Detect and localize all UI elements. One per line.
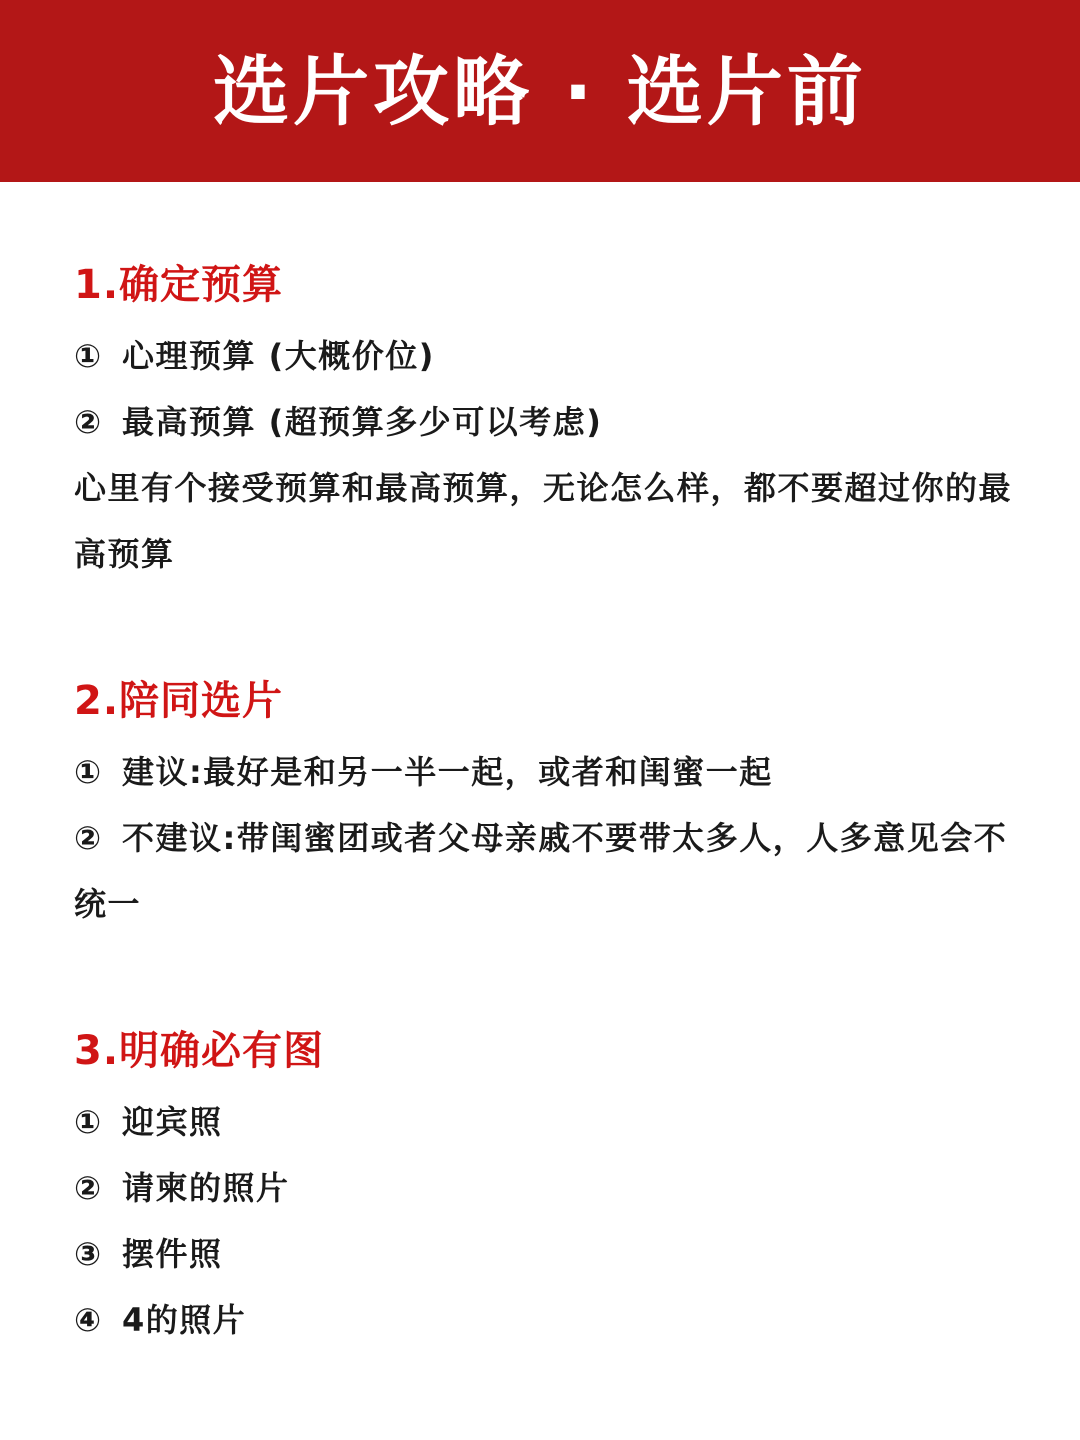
section-title: 2.陪同选片 (74, 678, 284, 724)
item-text: 迎宾照 (122, 1103, 223, 1141)
list-item (74, 1089, 1014, 1155)
section-title: 1.确定预算 (74, 262, 284, 308)
item-text: 建议:最好是和另一半一起，或者和闺蜜一起 (122, 753, 773, 791)
section-budget (74, 255, 1014, 587)
item-text: 心理预算 (大概价位) (122, 337, 435, 375)
list-item (74, 389, 1014, 455)
item-text: 4的照片 (122, 1301, 247, 1339)
list-item (74, 805, 1014, 937)
list-item (74, 1221, 1014, 1287)
section-title: 3.明确必有图 (74, 1028, 325, 1074)
list-item (74, 739, 1014, 805)
page-title: 选片攻略 · 选片前 (213, 47, 867, 136)
item-number: ④ (74, 1301, 103, 1339)
item-text: 不建议:带闺蜜团或者父母亲戚不要带太多人，人多意见会不统一 (74, 819, 1008, 923)
section-required-photos (74, 1021, 1014, 1353)
item-number: ② (74, 819, 103, 857)
list-item (74, 1155, 1014, 1221)
content-area (74, 255, 1014, 1353)
item-number: ② (74, 403, 103, 441)
section-companion (74, 671, 1014, 937)
paragraph-text: 心里有个接受预算和最高预算，无论怎么样，都不要超过你的最高预算 (74, 469, 1013, 573)
header-banner (0, 0, 1080, 182)
item-text: 请柬的照片 (122, 1169, 290, 1207)
item-number: ① (74, 337, 103, 375)
item-number: ① (74, 1103, 103, 1141)
item-number: ③ (74, 1235, 103, 1273)
paragraph (74, 455, 1014, 587)
list-item (74, 1287, 1014, 1353)
list-item (74, 323, 1014, 389)
item-text: 摆件照 (122, 1235, 223, 1273)
item-number: ② (74, 1169, 103, 1207)
item-text: 最高预算 (超预算多少可以考虑) (122, 403, 603, 441)
item-number: ① (74, 753, 103, 791)
